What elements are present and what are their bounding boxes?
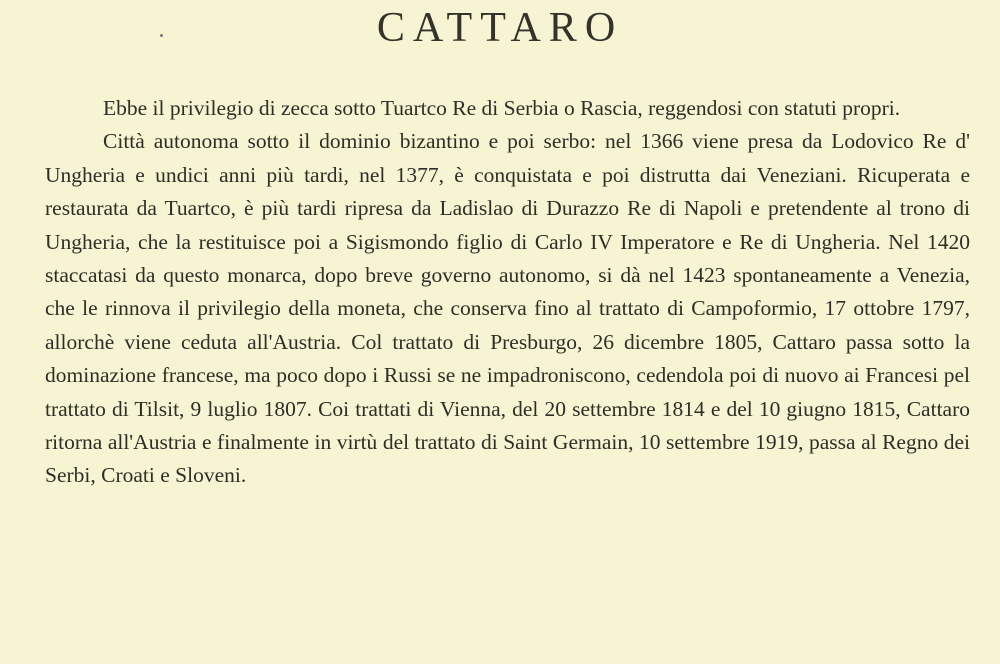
body-text [45,92,970,493]
page-title: CATTARO [376,5,624,51]
paragraph-1: Ebbe il privilegio di zecca sotto Tuartco Re di Serbia o Rascia, reggendosi con statuti propri. [103,96,901,120]
paragraph-2: Città autonoma sotto il dominio bizantino e poi serbo: nel 1366 viene presa da Lodovico Re d' Ungheria e undici anni più tardi, nel 1377, è conquistata e poi distrutta dai Veneziani. Ricuperata e restaurata da Tuartco, è più tardi ripresa da Ladislao di Durazzo Re di Napoli e pretendente al trono di Ungheria, che la restituisce poi a Sigismondo figlio di Carlo IV Imperatore e Re di Ungheria. Nel 1420 staccatasi da questo monarca, dopo breve governo autonomo, si dà nel 1423 spontaneamente a Venezia, che le rinnova il privilegio della moneta, che conserva fino al trattato di Campoformio, 17 ottobre 1797, allorchè viene ceduta all'Austria. Col trattato di Presburgo, 26 dicembre 1805, Cattaro passa sotto la dominazione francese, ma poco dopo i Russi se ne impadroniscono, cedendola poi di nuovo ai Francesi pel trattato di Tilsit, 9 luglio 1807. Coi trattati di Vienna, del 20 settembre 1814 e del 10 giugno 1815, Cattaro ritorna all'Austria e finalmente in virtù del trattato di Saint Germain, 10 settembre 1919, passa al Regno dei Serbi, Croati e Sloveni. [45,129,970,488]
print-speck [160,34,163,37]
